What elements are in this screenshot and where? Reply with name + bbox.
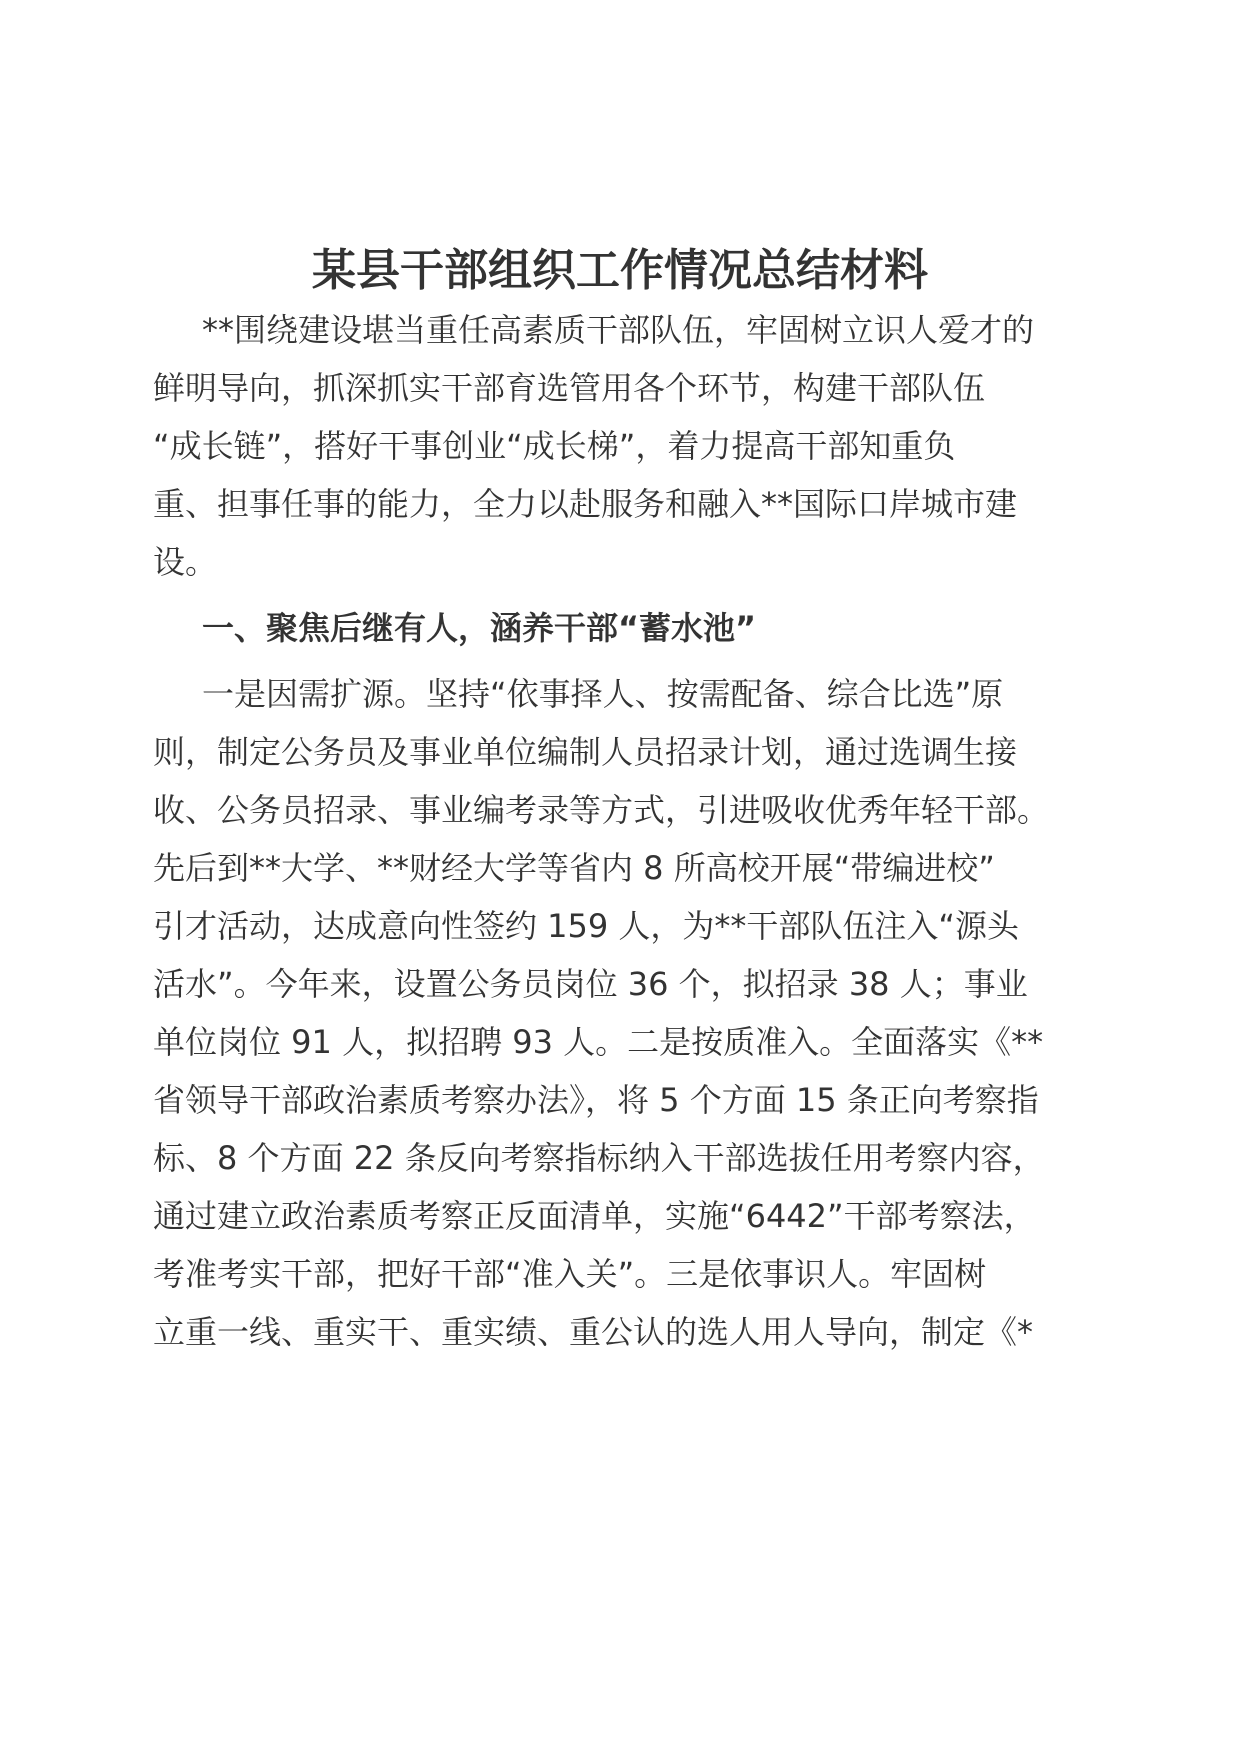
body-line: 则，制定公务员及事业单位编制人员招录计划，通过选调生接 <box>153 733 1018 771</box>
intro-line: 鲜明导向，抓深抓实干部育选管用各个环节，构建干部队伍 <box>153 369 986 407</box>
body-line: 一是因需扩源。坚持“依事择人、按需配备、综合比选”原 <box>202 675 1004 713</box>
document-title: 某县干部组织工作情况总结材料 <box>312 245 928 296</box>
intro-line: “成长链”，搭好干事创业“成长梯”，着力提高干部知重负 <box>153 427 956 465</box>
body-line: 活水”。今年来，设置公务员岗位 36 个，拟招录 38 人；事业 <box>153 965 1028 1003</box>
body-line: 标、8 个方面 22 条反向考察指标纳入干部选拔任用考察内容， <box>153 1139 1045 1177</box>
body-line: 通过建立政治素质考察正反面清单，实施“6442”干部考察法， <box>153 1197 1036 1235</box>
intro-line: **围绕建设堪当重任高素质干部队伍，牢固树立识人爱才的 <box>202 311 1035 349</box>
section-heading: 一、聚焦后继有人，涵养干部“蓄水池” <box>202 609 757 647</box>
body-line: 先后到**大学、**财经大学等省内 8 所高校开展“带编进校” <box>153 849 995 887</box>
intro-line: 设。 <box>153 543 218 581</box>
body-line: 引才活动，达成意向性签约 159 人，为**干部队伍注入“源头 <box>153 907 1020 945</box>
intro-line: 重、担事任事的能力，全力以赴服务和融入**国际口岸城市建 <box>153 485 1018 523</box>
body-line: 单位岗位 91 人，拟招聘 93 人。二是按质准入。全面落实《** <box>153 1023 1044 1061</box>
body-line: 立重一线、重实干、重实绩、重公认的选人用人导向，制定《* <box>153 1313 1034 1351</box>
body-line: 考准考实干部，把好干部“准入关”。三是依事识人。牢固树 <box>153 1255 987 1293</box>
body-line: 收、公务员招录、事业编考录等方式，引进吸收优秀年轻干部。 <box>153 791 1050 829</box>
body-line: 省领导干部政治素质考察办法》，将 5 个方面 15 条正向考察指 <box>153 1081 1039 1119</box>
